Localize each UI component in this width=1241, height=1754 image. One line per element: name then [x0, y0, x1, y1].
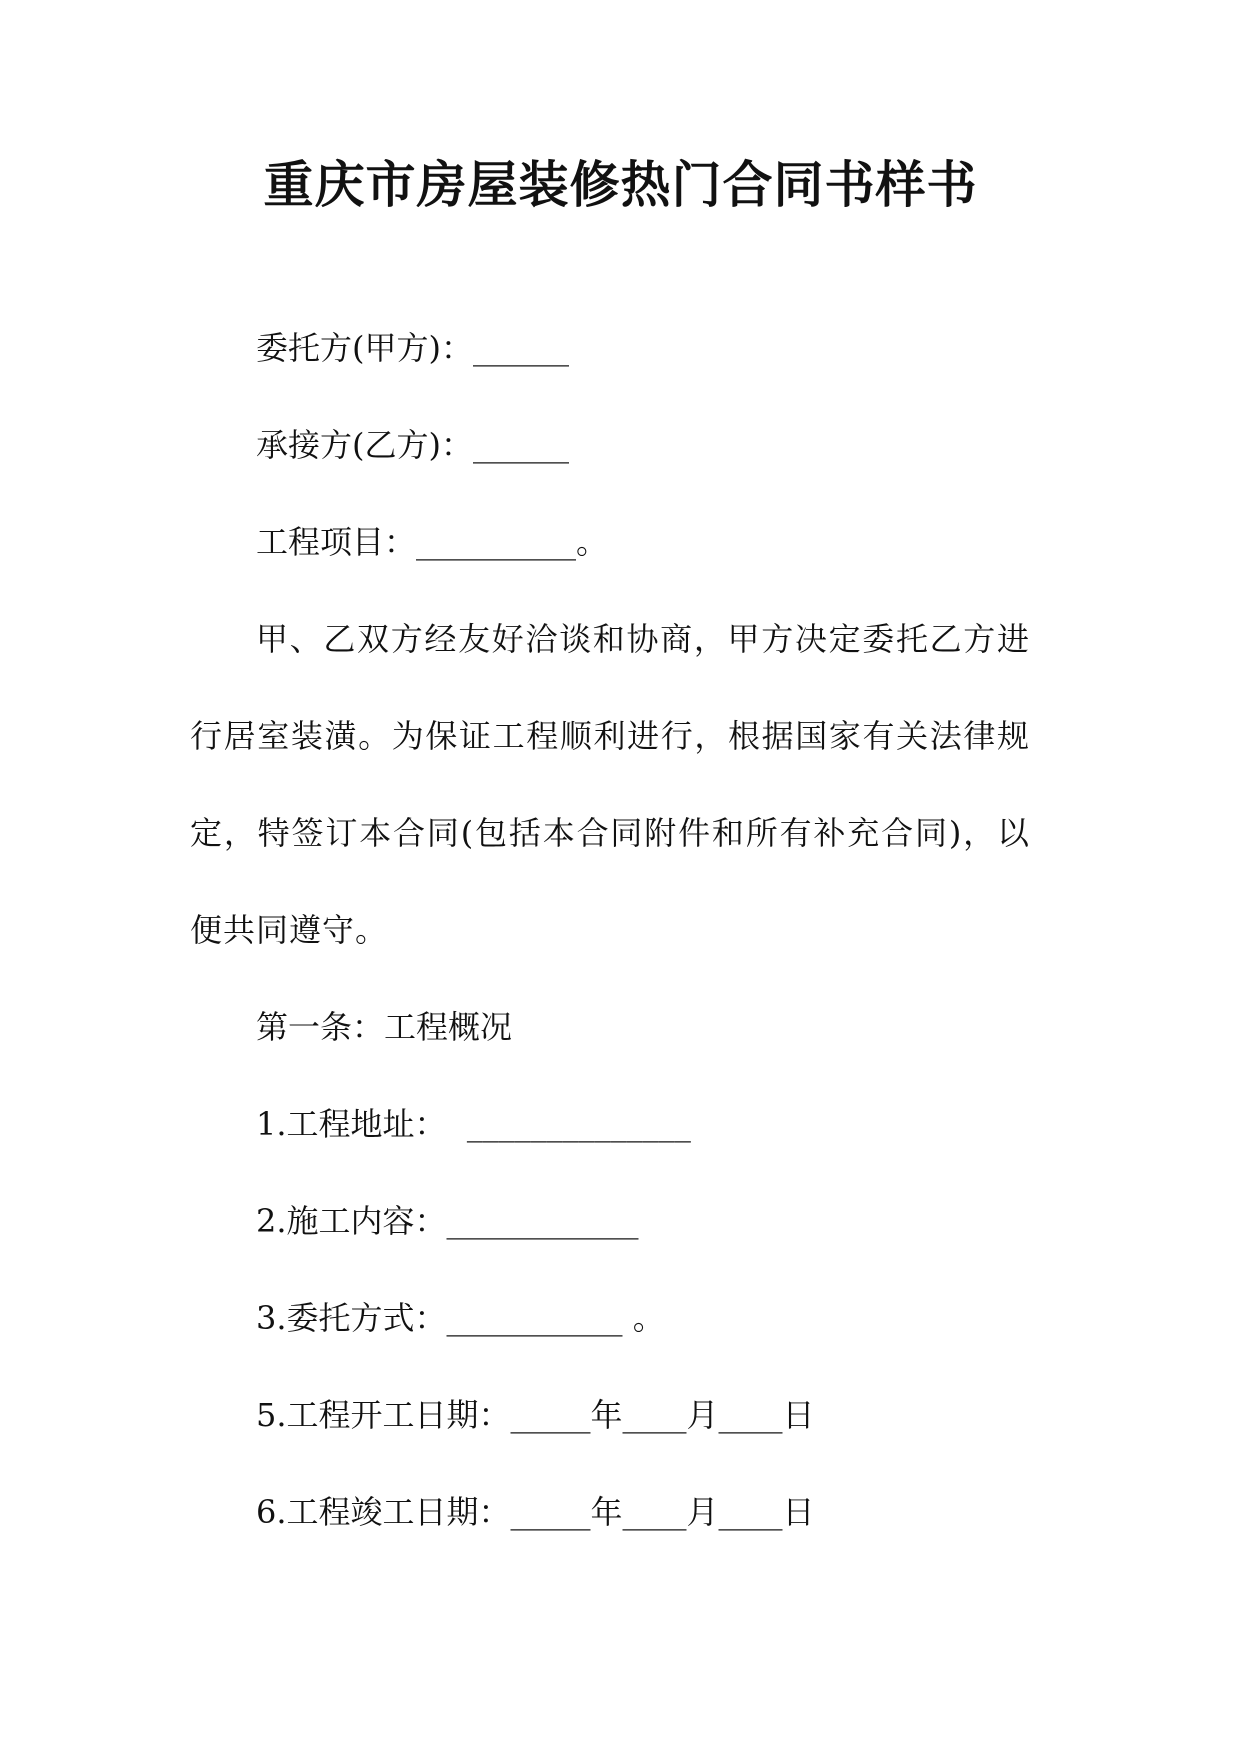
preamble-paragraph: 甲、乙双方经友好洽谈和协商，甲方决定委托乙方进行居室装潢。为保证工程顺利进行，根据国家有关法律规定，特签订本合同(包括本合同附件和所有补充合同)，以便共同遵守。: [190, 620, 1030, 949]
document-title: 重庆市房屋装修热门合同书样书: [263, 156, 978, 214]
document-body: [190, 300, 1030, 1561]
start-date-line: 5.工程开工日期：_____年____月____日: [256, 1396, 815, 1434]
construction-content-line: 2.施工内容：____________: [256, 1202, 639, 1240]
commission-method-line: 3.委托方式：___________ 。: [256, 1299, 665, 1337]
project-line: 工程项目：__________。: [256, 523, 609, 561]
party-b-line: 承接方(乙方)：______: [256, 426, 569, 464]
project-address-line: 1.工程地址： ______________: [256, 1105, 691, 1143]
completion-date-line: 6.工程竣工日期：_____年____月____日: [256, 1493, 815, 1531]
party-a-line: 委托方(甲方)：______: [256, 329, 569, 367]
article-one-heading: 第一条：工程概况: [256, 1008, 513, 1046]
